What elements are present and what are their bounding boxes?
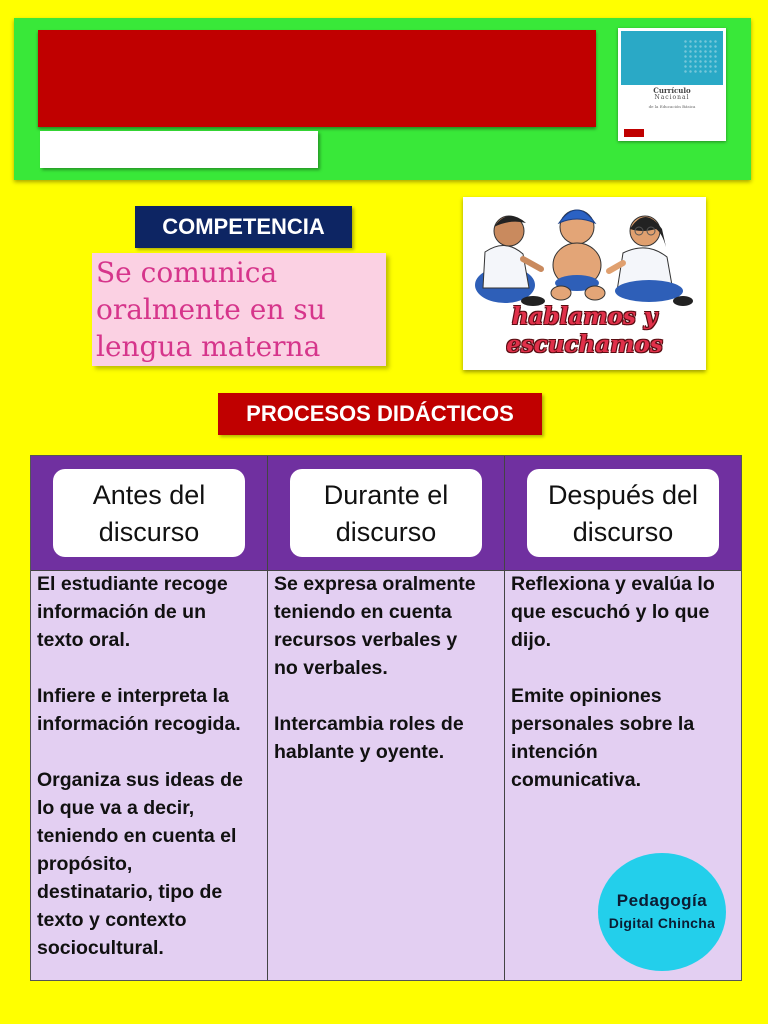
- column-header-line: discurso: [335, 517, 437, 547]
- badge-line2: Digital Chincha: [608, 915, 716, 931]
- book-logo: [624, 129, 644, 137]
- column-header-line: discurso: [572, 517, 674, 547]
- column-header-pill: [527, 469, 719, 557]
- pedagogia-digital-chincha-badge: [598, 853, 726, 971]
- badge-line1: Pedagogía: [616, 891, 708, 910]
- book-title-line2: Nacional: [654, 94, 690, 101]
- process-paragraph: Reflexiona y evalúa lo que escuchó y lo que dijo.: [511, 573, 715, 651]
- book-subtitle: de la Educación Básica: [648, 104, 696, 109]
- process-paragraph: Infiere e interpreta la información recogida.: [37, 685, 241, 735]
- column-header-line: Antes del: [92, 480, 206, 510]
- illustration-caption-line1: hablamos y: [511, 303, 658, 330]
- title-banner: [38, 30, 596, 127]
- competencia-text: [92, 253, 386, 366]
- process-paragraph: Intercambia roles de hablante y oyente.: [274, 713, 464, 763]
- competencia-line: Se comunica: [96, 256, 278, 289]
- process-paragraph: Emite opiniones personales sobre la intención comunicativa.: [511, 685, 695, 791]
- illustration-caption-line2: escuchamos: [506, 331, 663, 358]
- column-header-line: Durante el: [323, 480, 449, 510]
- book-title-line1: Currículo: [653, 86, 691, 95]
- column-header-pill: [53, 469, 245, 557]
- girl-figure: [609, 216, 693, 306]
- children-talking-illustration: [463, 197, 706, 370]
- column-header-antes: [31, 456, 268, 571]
- column-header-despues: [505, 456, 741, 571]
- procesos-didacticos-label: PROCESOS DIDÁCTICOS: [218, 393, 542, 435]
- process-paragraph: Se expresa oralmente teniendo en cuenta recursos verbales y no verbales.: [274, 573, 476, 679]
- column-header-line: discurso: [98, 517, 200, 547]
- column-header-durante: [268, 456, 505, 571]
- process-paragraph: Organiza sus ideas de lo que va a decir, teniendo en cuenta el propósito, destinatario, tipo de texto y contexto sociocultural.: [37, 769, 243, 959]
- competencia-line: oralmente en su: [96, 293, 326, 326]
- book-cover-band: [621, 31, 723, 85]
- process-paragraph: El estudiante recoge información de un texto oral.: [37, 573, 228, 651]
- column-header-line: Después del: [547, 480, 699, 510]
- column-header-pill: [290, 469, 482, 557]
- competencia-label: COMPETENCIA: [135, 206, 352, 248]
- baby-figure: [551, 210, 605, 300]
- subtitle-strip: [40, 131, 318, 168]
- curriculo-book-cover-image: [618, 28, 726, 141]
- column-body-durante: [268, 571, 505, 980]
- competencia-line: lengua materna: [96, 330, 321, 363]
- column-body-antes: [31, 571, 268, 980]
- boy-figure: [475, 216, 545, 306]
